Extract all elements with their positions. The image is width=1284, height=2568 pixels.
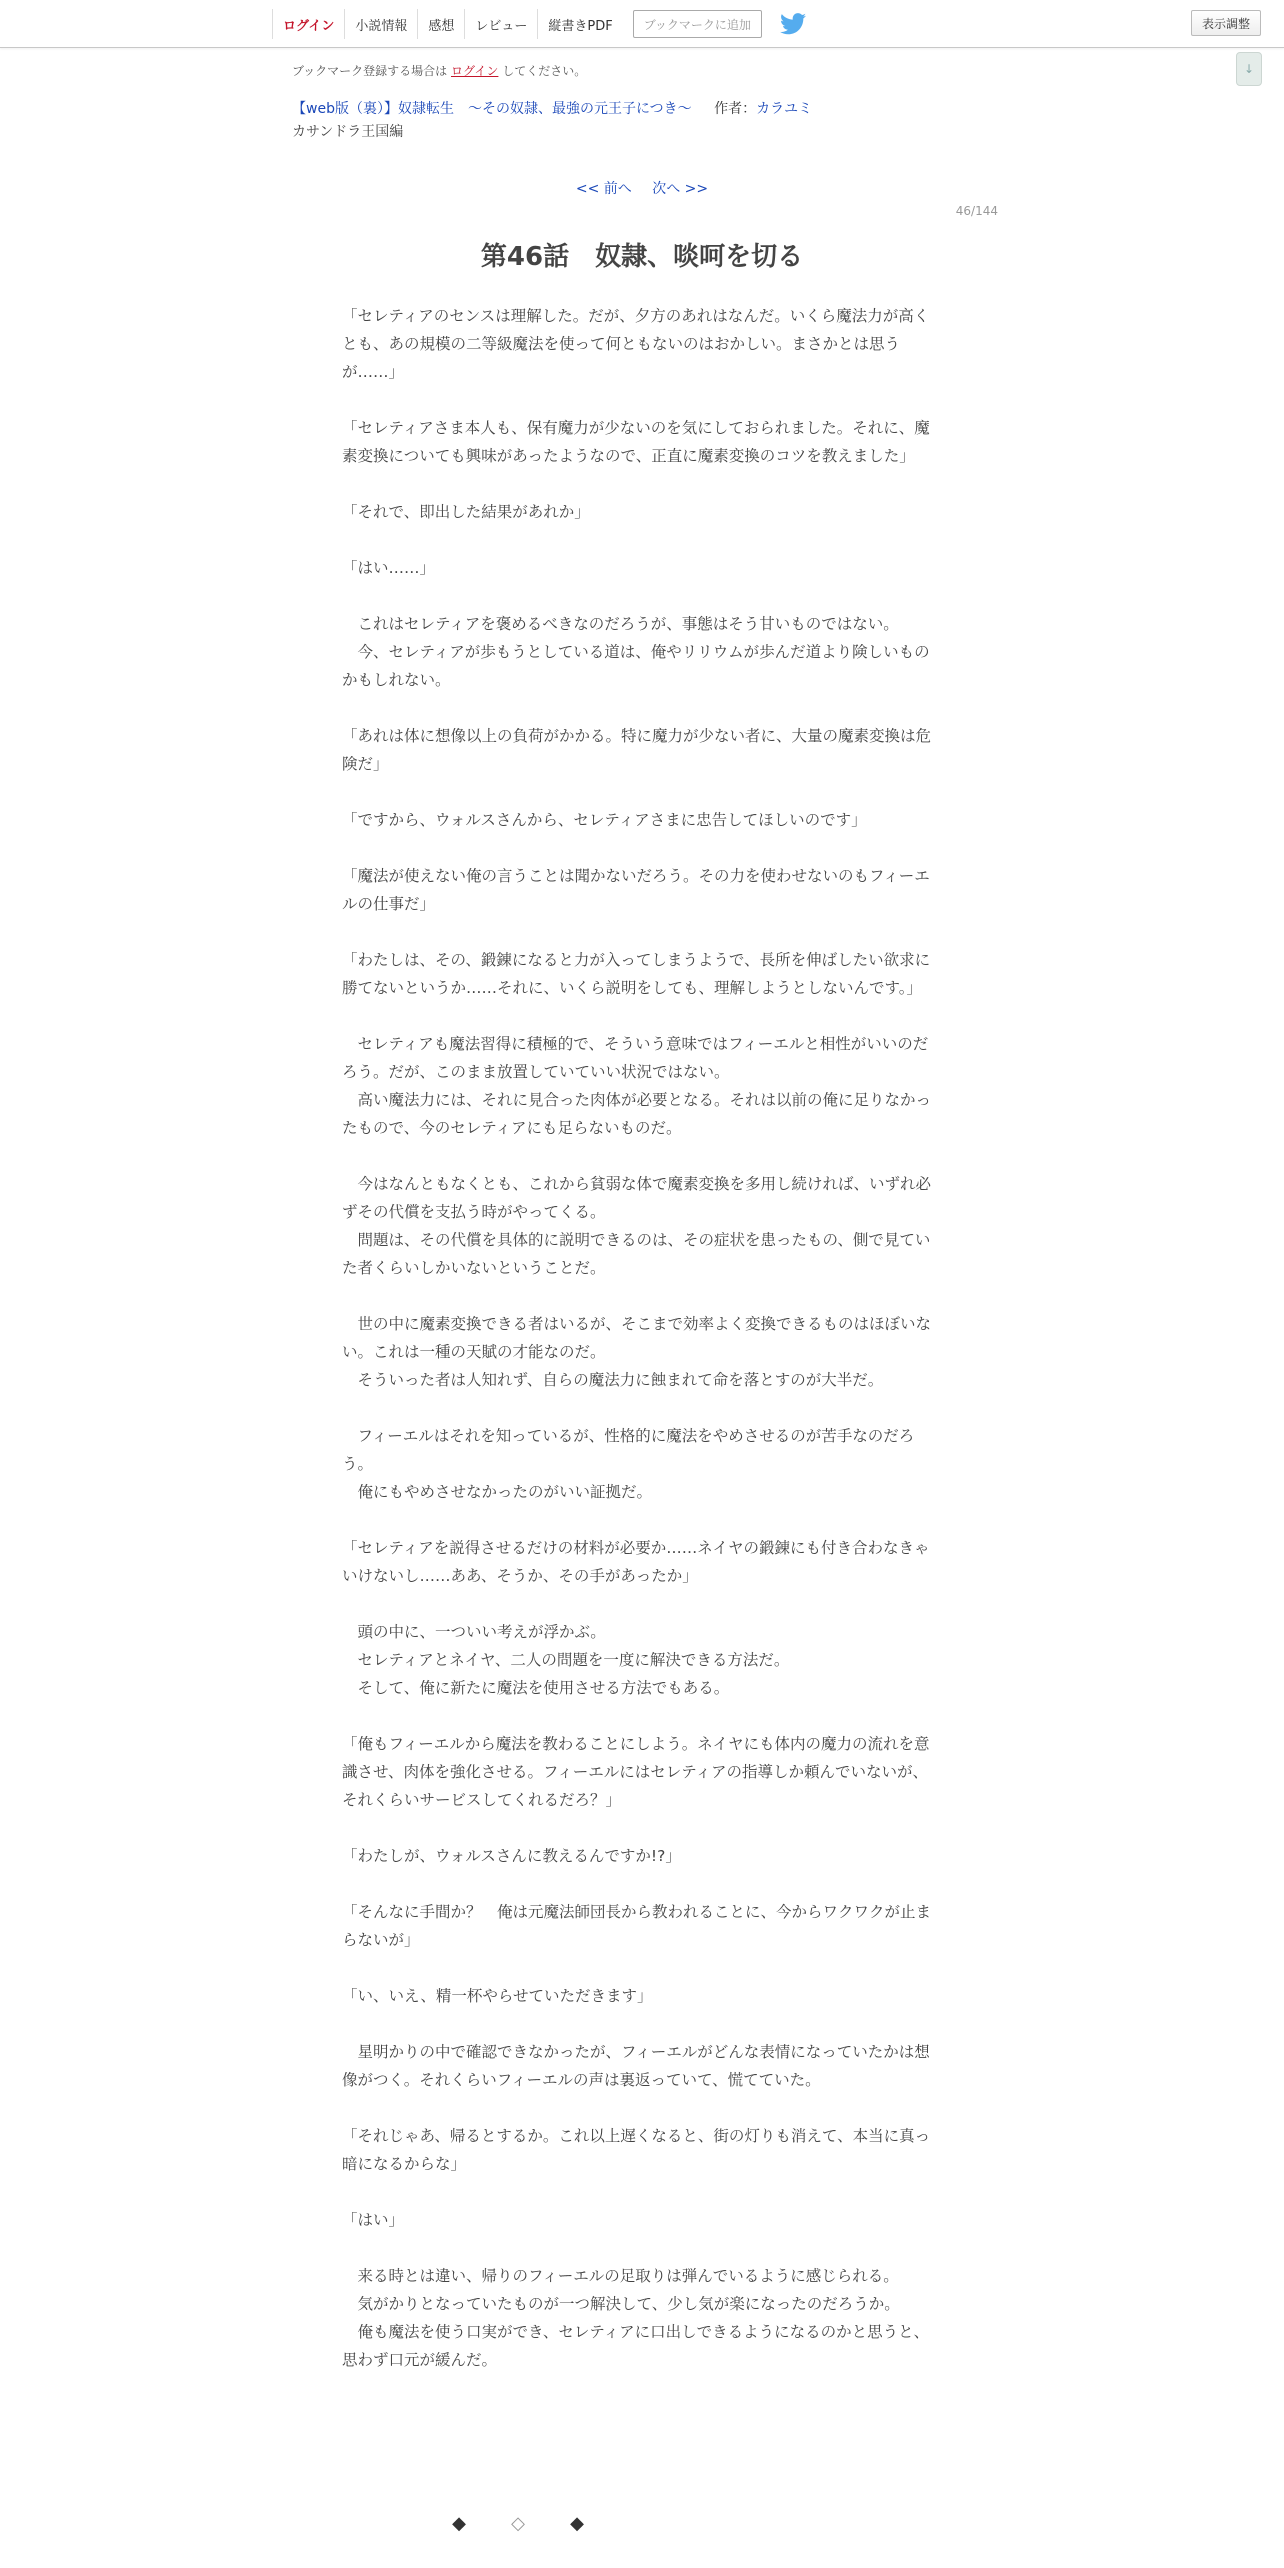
novel-paragraph: 「それで、即出した結果があれか」 <box>342 503 590 521</box>
novel-paragraph: 「ですから、ウォルスさんから、セレティアさまに忠告してほしいのです」 <box>342 811 867 829</box>
novel-paragraph: 来る時とは違い、帰りのフィーエルの足取りは弾んでいるように感じられる。 気がかりとなっていたものが一つ解決して、少し気が楽になったのだろうか。 俺も魔法を使う口実ができ、セレティアに口出しできるようになるのかと思うと、思わず口元が緩んだ。 <box>342 2267 930 2369</box>
novel-paragraph: 「わたしが、ウォルスさんに教えるんですか!?」 <box>342 1847 681 1865</box>
vertical-pdf-link[interactable]: 縦書きPDF <box>537 9 622 39</box>
novel-info-link[interactable]: 小説情報 <box>344 9 417 39</box>
add-bookmark-button[interactable]: ブックマークに追加 <box>633 10 762 38</box>
novel-paragraph: 「そんなに手間か？ 俺は元魔法師団長から教われることに、今からワクワクが止まらないが」 <box>342 1903 932 1949</box>
next-chapter-diamond-icon[interactable]: ◆ <box>570 2513 584 2534</box>
display-adjust-button[interactable]: 表示調整 <box>1191 10 1261 36</box>
novel-paragraph: 「魔法が使えない俺の言うことは聞かないだろう。その力を使わせないのもフィーエルの仕事だ」 <box>342 867 930 913</box>
bookmark-login-note <box>292 62 586 79</box>
novel-paragraph: 世の中に魔素変換できる者はいるが、そこまで効率よく変換できるものはほぼいない。これは一種の天賦の才能なのだ。 そういった者は人知れず、自らの魔法力に蝕まれて命を落とすのが大半だ。 <box>342 1315 932 1389</box>
novel-paragraph: 「セレティアを説得させるだけの材料が必要か……ネイヤの鍛錬にも付き合わなきゃいけないし……ああ、そうか、その手があったか」 <box>342 1539 930 1585</box>
twitter-bird-icon[interactable] <box>780 13 806 35</box>
novel-paragraph: 「あれは体に想像以上の負荷がかかる。特に魔力が少ない者に、大量の魔素変換は危険だ」 <box>342 727 932 773</box>
novel-paragraph: 今はなんともなくとも、これから貧弱な体で魔素変換を多用し続ければ、いずれ必ずその代償を支払う時がやってくる。 問題は、その代償を具体的に説明できるのは、その症状を患ったもの、側で見ていた者くらいしかいないということだ。 <box>342 1175 932 1277</box>
novel-paragraph: 「わたしは、その、鍛錬になると力が入ってしまうようで、長所を伸ばしたい欲求に勝てないというか……それに、いくら説明をしても、理解しようとしないんです。」 <box>342 951 931 997</box>
page-counter: 46/144 <box>955 204 998 218</box>
review-link[interactable]: レビュー <box>464 9 537 39</box>
novel-paragraph: 「それじゃあ、帰るとするか。これ以上遅くなると、街の灯りも消えて、本当に真っ暗になるからな」 <box>342 2127 931 2173</box>
novel-body <box>342 302 936 2402</box>
login-link[interactable]: ログイン <box>272 9 344 39</box>
bookmark-note-suffix: してください。 <box>502 64 587 78</box>
novel-paragraph: 「い、いえ、精一杯やらせていただきます」 <box>342 1987 653 2005</box>
header-nav <box>272 8 806 40</box>
novel-paragraph: これはセレティアを褒めるべきなのだろうが、事態はそう甘いものではない。 今、セレティアが歩もうとしている道は、俺やリリウムが歩んだ道より険しいものかもしれない。 <box>342 615 930 689</box>
index-diamond-icon[interactable]: ◇ <box>511 2513 525 2534</box>
bottom-chapter-nav <box>450 2514 586 2534</box>
novel-paragraph: 「セレティアさま本人も、保有魔力が少ないのを気にしておられました。それに、魔素変換についても興味があったようなので、正直に魔素変換のコツを教えました」 <box>342 419 930 465</box>
bookmark-note-prefix: ブックマーク登録する場合は <box>292 64 448 78</box>
scroll-down-button[interactable]: ↓ <box>1236 52 1262 86</box>
novel-paragraph: 「セレティアのセンスは理解した。だが、夕方のあれはなんだ。いくら魔法力が高くとも、あの規模の二等級魔法を使って何ともないのはおかしい。まさかとは思うが……」 <box>342 307 930 381</box>
bookmark-note-login-link[interactable]: ログイン <box>451 64 499 78</box>
series-info <box>292 98 812 118</box>
author-link[interactable]: カラユミ <box>756 101 813 117</box>
author-label: 作者： <box>714 101 757 117</box>
novel-paragraph: 星明かりの中で確認できなかったが、フィーエルがどんな表情になっていたかは想像がつく。それくらいフィーエルの声は裏返っていて、慌てていた。 <box>342 2043 930 2089</box>
novel-paragraph: 頭の中に、一ついい考えが浮かぶ。 セレティアとネイヤ、二人の問題を一度に解決できる方法だ。 そして、俺に新たに魔法を使用させる方法でもある。 <box>357 1623 790 1697</box>
site-header <box>0 0 1284 48</box>
novel-paragraph: セレティアも魔法習得に積極的で、そういう意味ではフィーエルと相性がいいのだろう。だが、このまま放置していていい状況ではない。 高い魔法力には、それに見合った肉体が必要となる。それは以前の俺に足りなかったもので、今のセレティアにも足らないものだ。 <box>342 1035 932 1137</box>
impressions-link[interactable]: 感想 <box>417 9 464 39</box>
novel-paragraph: 「はい……」 <box>342 559 436 577</box>
chapter-title: 第46話 奴隷、啖呵を切る <box>480 242 804 272</box>
chapter-pager <box>0 178 1284 198</box>
novel-paragraph: 「はい」 <box>342 2211 405 2229</box>
novel-paragraph: フィーエルはそれを知っているが、性格的に魔法をやめさせるのが苦手なのだろう。 俺にもやめさせなかったのがいい証拠だ。 <box>342 1427 915 1501</box>
prev-chapter-diamond-icon[interactable]: ◆ <box>452 2513 466 2534</box>
prev-chapter-link[interactable]: << 前へ <box>575 181 632 197</box>
series-title-link[interactable]: 【web版（裏）】奴隷転生 ～その奴隷、最強の元王子につき～ <box>292 101 692 117</box>
novel-paragraph: 「俺もフィーエルから魔法を教わることにしよう。ネイヤにも体内の魔力の流れを意識させ、肉体を強化させる。フィーエルにはセレティアの指導しか頼んでいないが、それくらいサービスしてくれるだろ？」 <box>342 1735 930 1809</box>
next-chapter-link[interactable]: 次へ >> <box>652 181 709 197</box>
chapter-group-title: カサンドラ王国編 <box>292 124 404 140</box>
